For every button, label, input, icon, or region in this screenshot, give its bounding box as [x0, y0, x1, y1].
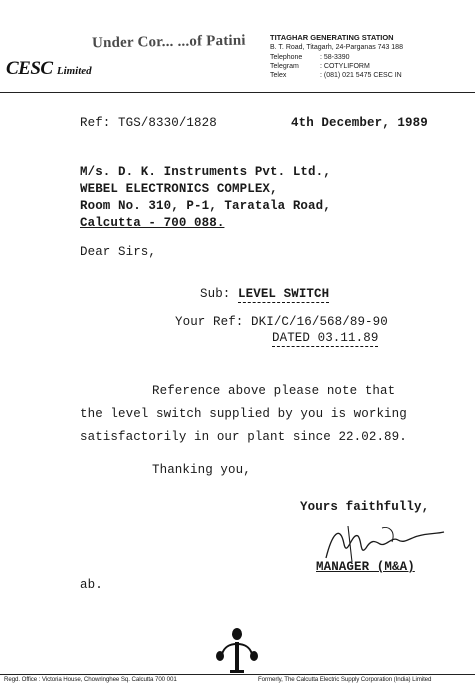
contact-value: : COTYLIFORM — [320, 63, 370, 70]
handwritten-stamp: Under Cor... ...of Patini — [91, 32, 246, 52]
subject-line — [200, 287, 329, 301]
signature-icon — [318, 514, 448, 566]
footer-divider — [0, 674, 475, 675]
dated-value: DATED 03.11.89 — [272, 331, 379, 345]
station-address: B. T. Road, Titagarh, 24-Parganas 743 188 — [270, 44, 403, 51]
letter-date: 4th December, 1989 — [291, 116, 428, 130]
logo-name: CESC — [6, 58, 53, 79]
reference-number: Ref: TGS/8330/1828 — [80, 116, 217, 130]
addressee-line: Calcutta - 700 088. — [80, 216, 225, 230]
contact-label: Telephone — [270, 54, 303, 61]
body-line: Reference above please note that — [152, 384, 396, 398]
letterhead-divider — [0, 92, 475, 93]
your-reference-line — [175, 315, 388, 329]
contact-telegram — [270, 63, 370, 70]
subject-label: Sub: — [200, 287, 231, 301]
closing: Yours faithfully, — [300, 500, 430, 514]
addressee-line: WEBEL ELECTRONICS COMPLEX, — [80, 182, 278, 196]
contact-value: : 58-3390 — [320, 54, 350, 61]
signatory-title: MANAGER (M&A) — [316, 560, 415, 574]
addressee-line: Room No. 310, P-1, Taratala Road, — [80, 199, 331, 213]
body-line: the level switch supplied by you is working — [80, 407, 407, 421]
body-line: satisfactorily in our plant since 22.02.89. — [80, 430, 407, 444]
contact-label: Telex — [270, 72, 287, 79]
contact-telephone — [270, 54, 350, 61]
registered-office: Regd. Office : Victoria House, Chowringhee Sq. Calcutta 700 001 — [4, 676, 177, 683]
contact-telex — [270, 72, 402, 79]
thanks-line: Thanking you, — [152, 463, 251, 477]
your-reference-label: Your Ref: — [175, 315, 244, 329]
contact-value: : (081) 021 5475 CESC IN — [320, 72, 402, 79]
contact-label: Telegram — [270, 63, 299, 70]
salutation: Dear Sirs, — [80, 245, 157, 259]
logo-suffix: Limited — [56, 65, 92, 77]
your-reference-value: DKI/C/16/568/89-90 — [251, 315, 388, 329]
addressee-line: M/s. D. K. Instruments Pvt. Ltd., — [80, 165, 331, 179]
typist-initials: ab. — [80, 578, 103, 592]
station-name: TITAGHAR GENERATING STATION — [270, 33, 394, 42]
dated-line — [272, 331, 378, 345]
company-logo — [6, 58, 92, 80]
subject-value: LEVEL SWITCH — [238, 287, 330, 301]
lamp-post-icon — [214, 628, 260, 674]
former-name: Formerly, The Calcutta Electric Supply Corporation (India) Limited — [258, 676, 432, 683]
